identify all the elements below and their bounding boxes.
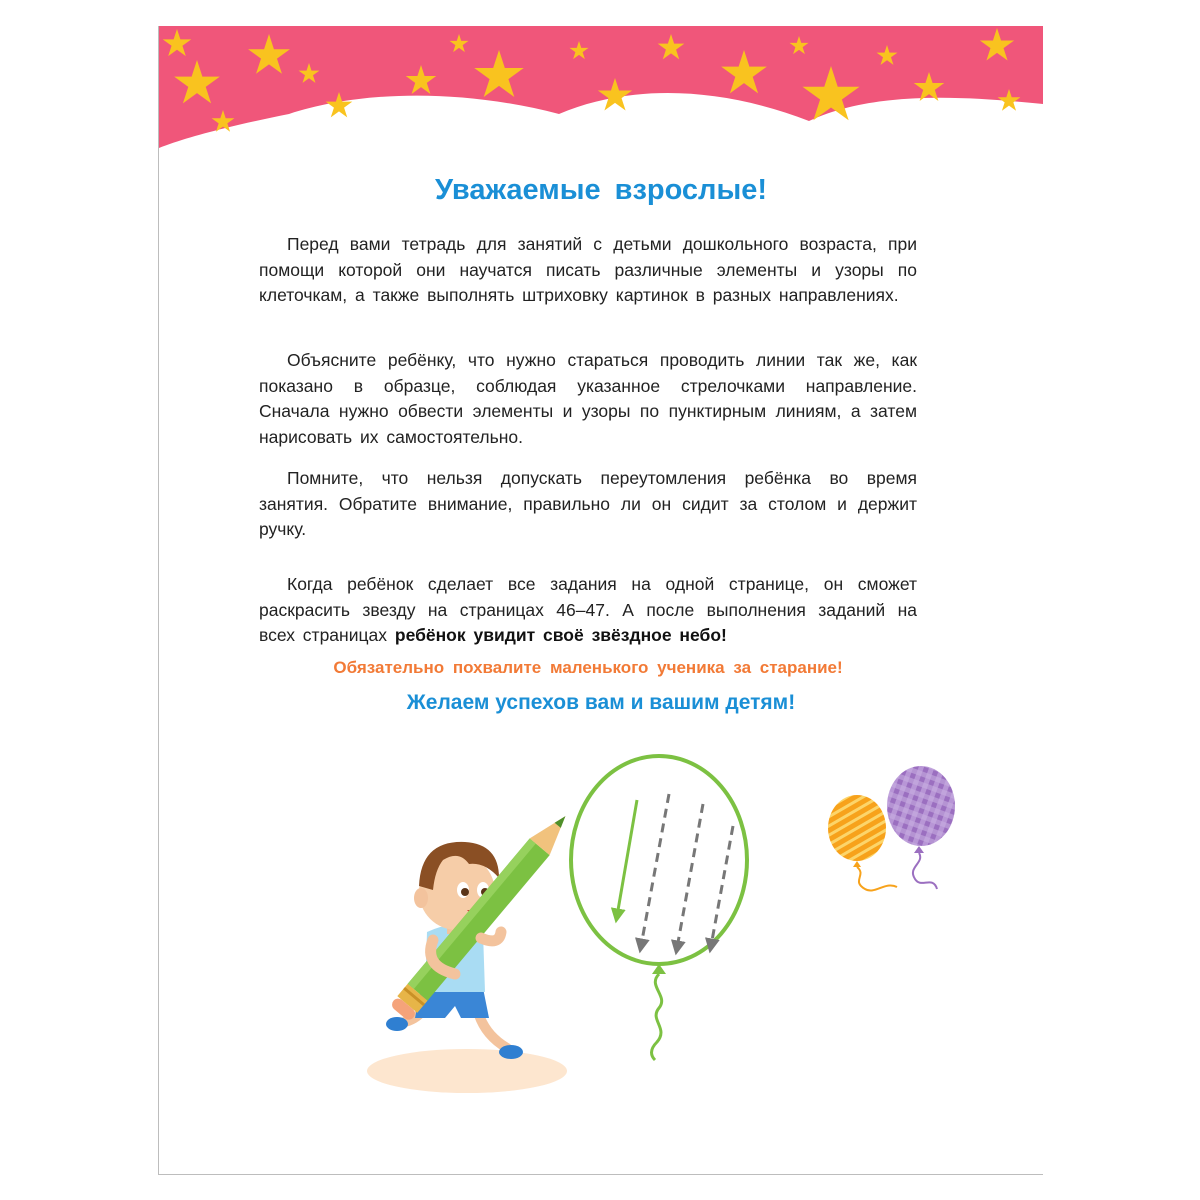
star-banner: [159, 26, 1043, 166]
reward-bold-text: ребёнок увидит своё звёздное небо!: [394, 625, 727, 645]
reward-text: Когда ребёнок сделает все задания на одной странице, он сможет раскрасить звезду на страницах 46–47. А после выполнения заданий на всех страницах: [259, 574, 917, 645]
floor-shadow: [367, 1049, 567, 1093]
reward-paragraph: [259, 572, 917, 649]
banner-wave: [159, 26, 1043, 148]
intro-paragraph: Перед вами тетрадь для занятий с детьми дошкольного возраста, при помощи которой они научатся писать различные элементы и узоры по клеточкам, а также выполнять штриховку картинок в разных направлениях.: [259, 234, 917, 305]
workbook-page: [158, 26, 1043, 1175]
balloon-outline: [571, 756, 747, 1060]
boy-with-pencil-illustration: [359, 726, 959, 1106]
page-title: Уважаемые взрослые!: [434, 174, 768, 206]
balloon-purple: [887, 766, 955, 889]
balloon-orange: [828, 795, 897, 891]
boy-arm: [481, 932, 501, 941]
closing-wish: Желаем успехов вам и вашим детям!: [406, 691, 796, 714]
instructions-paragraph: Объясните ребёнку, что нужно стараться проводить линии так же, как показано в образце, соблюдая указанное стрелочками направление. Сначала нужно обвести элементы и узоры по пунктирным линиям, а затем нарисовать их самостоятельно.: [259, 350, 917, 447]
reminder-paragraph: Помните, что нельзя допускать переутомления ребёнка во время занятия. Обратите внимание, правильно ли он сидит за столом и держит ручку.: [259, 468, 917, 539]
praise-note: Обязательно похвалите маленького ученика за старание!: [333, 658, 843, 677]
